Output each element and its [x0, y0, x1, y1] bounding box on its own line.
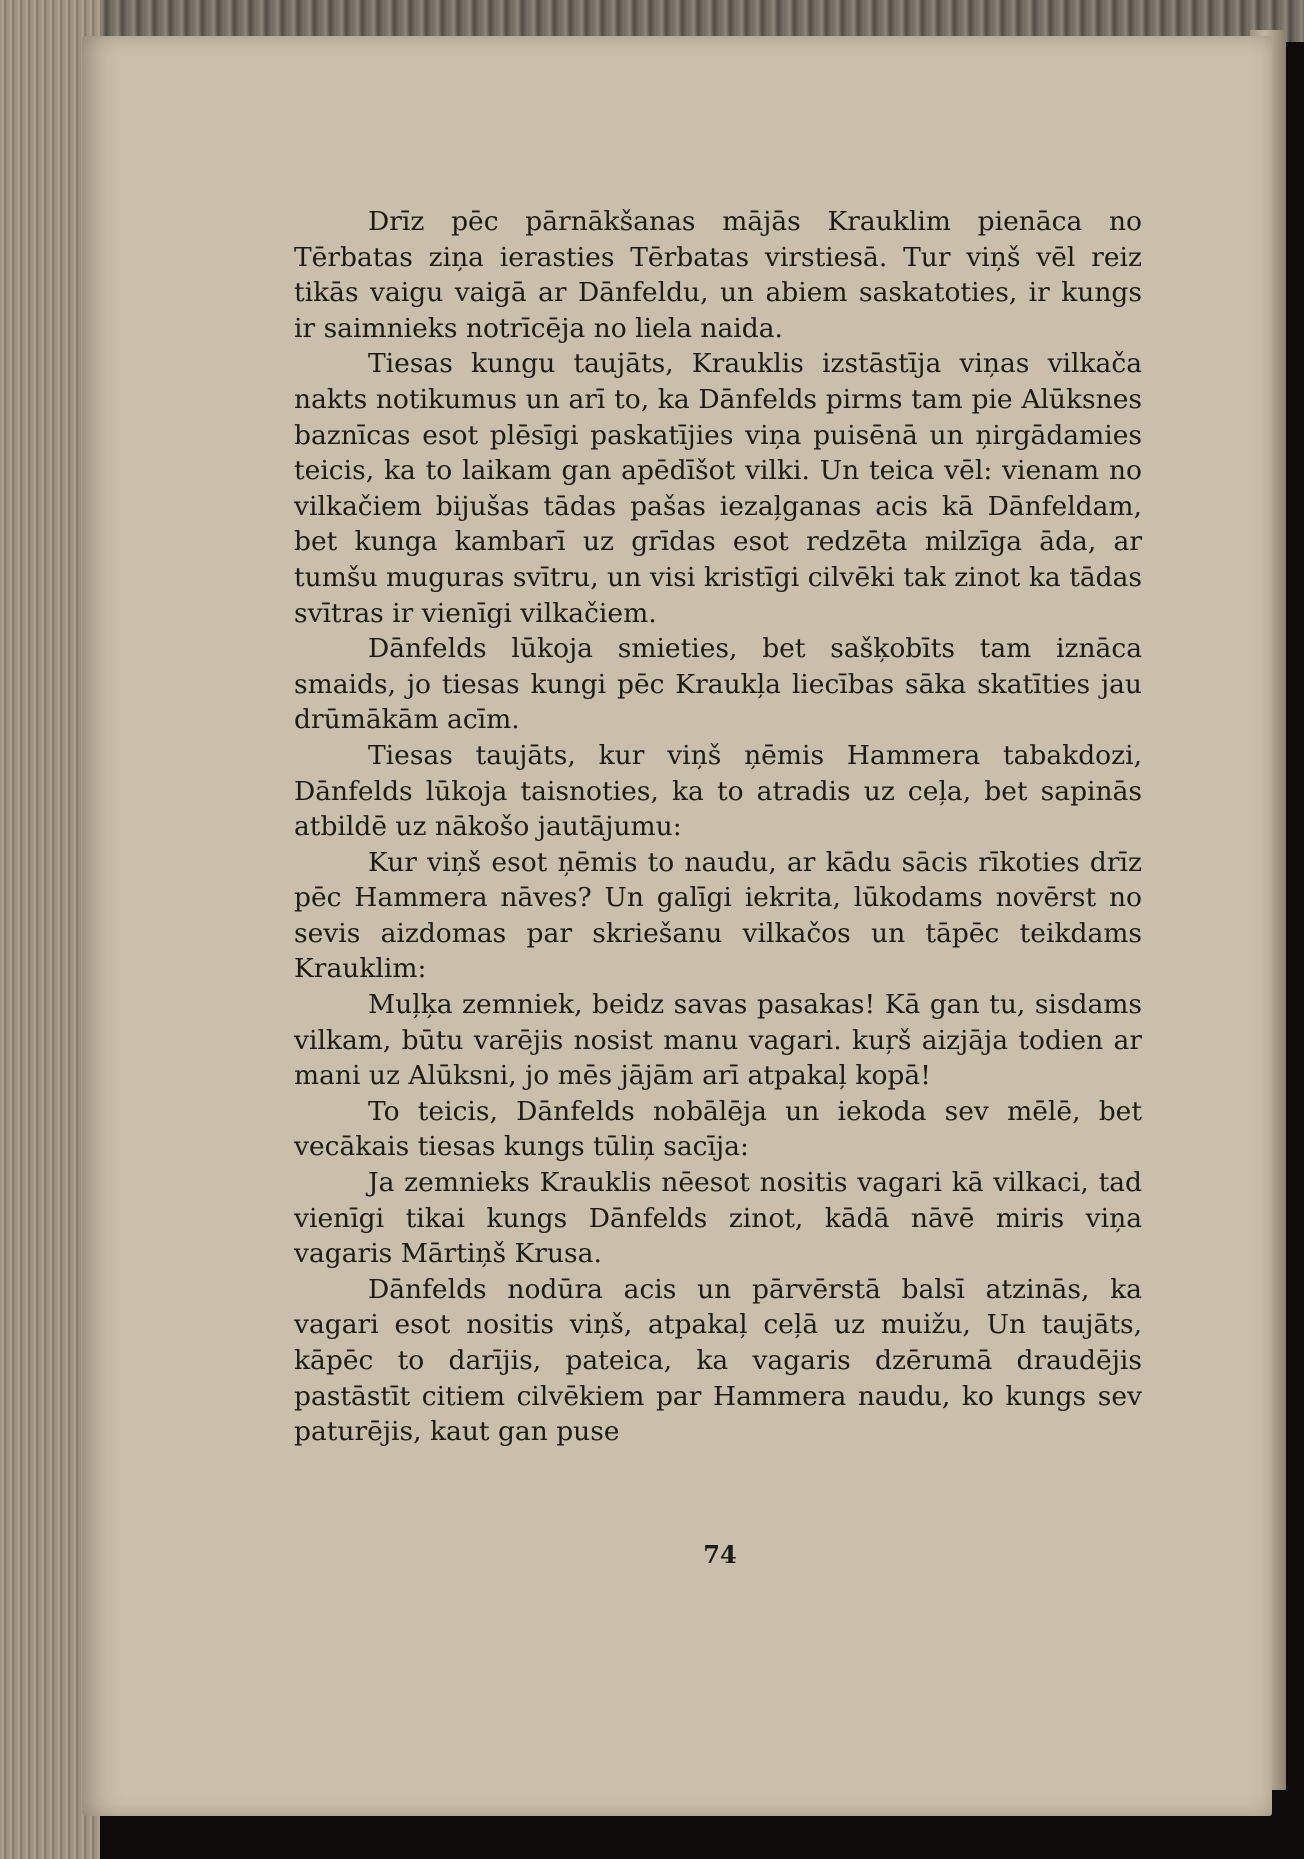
- page-body-text: [294, 204, 1142, 1450]
- paragraph: Muļķa zemniek, beidz savas pasakas! Kā gan tu, sisdams vilkam, būtu varējis nosist manu vagari. kuŗš aizjāja todien ar mani uz Alūksni, jo mēs jājām arī atpakaļ kopā!: [294, 989, 1142, 1092]
- paragraph: Ja zemnieks Krauklis nēesot nositis vagari kā vilkaci, tad vienīgi tikai kungs Dānfelds zinot, kādā nāvē miris viņa vagaris Mārtiņš Krusa.: [294, 1167, 1142, 1270]
- paragraph: Kur viņš esot ņēmis to naudu, ar kādu sācis rīkoties drīz pēc Hammera nāves? Un galīgi iekrita, lūkodams novērst no sevis aizdomas par skriešanu vilkačos un tāpēc teikdams Krauklim:: [294, 846, 1142, 985]
- paragraph: Drīz pēc pārnākšanas mājās Krauklim pienāca no Tērbatas ziņa ierasties Tērbatas virstiesā. Tur viņš vēl reiz tikās vaigu vaigā ar Dānfeldu, un abiem saskatoties, ir kungs ir saimnieks notrīcēja no liela naida.: [294, 206, 1142, 344]
- paragraph: Tiesas taujāts, kur viņš ņēmis Hammera tabakdozi, Dānfelds lūkoja taisnoties, ka to atradis uz ceļa, bet sapinās atbildē uz nākošo jautājumu:: [294, 739, 1142, 843]
- page-number: 74: [703, 1540, 737, 1569]
- paragraph: To teicis, Dānfelds nobālēja un iekoda sev mēlē, bet vecākais tiesas kungs tūliņ sacīja:: [294, 1095, 1142, 1163]
- paragraph: Tiesas kungu taujāts, Krauklis izstāstīja viņas vilkača nakts notikumus un arī to, ka Dānfelds pirms tam pie Alūksnes baznīcas esot plēsīgi paskatījies viņa puisēnā un ņirgādamies teicis, ka to laikam gan apēdīšot vilki. Un teica vēl: vienam no vilkačiem bijušas tādas pašas iezaļganas acis kā Dānfeldam, bet kunga kambarī uz grīdas esot redzēta milzīga āda, ar tumšu muguras svītru, un visi kristīgi cilvēki tak zinot ka tādas svītras ir vienīgi vilkačiem.: [294, 348, 1142, 629]
- paragraph: Dānfelds lūkoja smieties, bet sašķobīts tam iznāca smaids, jo tiesas kungi pēc Kraukļa liecības sāka skatīties jau drūmākām acīm.: [294, 633, 1142, 736]
- paragraph: Dānfelds nodūra acis un pārvērstā balsī atzinās, ka vagari esot nositis viņš, atpakaļ ceļā uz muižu, Un taujāts, kāpēc to darījis, pateica, ka vagaris dzērumā draudējis pastāstīt citiem cilvēkiem par Hammera naudu, ko kungs sev paturējis, kaut gan puse: [294, 1273, 1142, 1448]
